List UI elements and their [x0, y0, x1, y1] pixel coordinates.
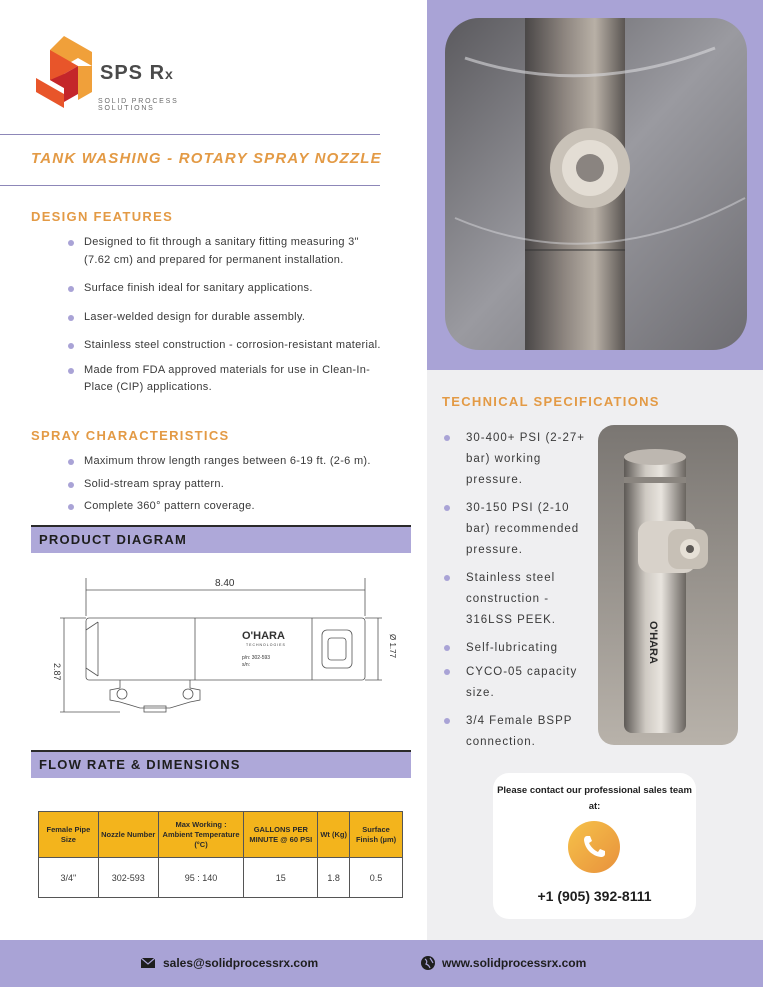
table-cell: 302-593: [98, 858, 158, 898]
list-item: Maximum throw length ranges between 6-19 ft. (2-6 m).: [68, 453, 408, 471]
diagram-logo-sub: TECHNOLOGIES: [246, 643, 286, 647]
globe-icon: [420, 955, 436, 971]
technical-specifications-heading: TECHNICAL SPECIFICATIONS: [442, 394, 660, 409]
brand-tagline: SOLID PROCESS SOLUTIONS: [98, 98, 179, 112]
product-diagram-heading: PRODUCT DIAGRAM: [39, 532, 187, 547]
list-item: 30-400+ PSI (2-27+ bar) working pressure.: [444, 428, 594, 491]
product-photo-tank: [445, 18, 747, 350]
list-item: Made from FDA approved materials for use in Clean-In-Place (CIP) applications.: [68, 362, 388, 397]
list-item: Laser-welded design for durable assembly.: [68, 309, 388, 327]
design-features-heading: DESIGN FEATURES: [31, 209, 174, 224]
dimension-diameter: Ø 1.77: [388, 634, 397, 659]
contact-card: [493, 773, 696, 919]
brand-logo: [36, 36, 236, 116]
phone-icon[interactable]: [568, 821, 620, 873]
diagram-pn: p/n: 302-593: [242, 655, 271, 661]
product-diagram-band: [31, 525, 411, 553]
diagram-sn: s/n:: [242, 662, 251, 668]
footer-website[interactable]: www.solidprocessrx.com: [442, 956, 587, 970]
list-item: Surface finish ideal for sanitary applications.: [68, 280, 388, 298]
design-features-list: [68, 234, 388, 397]
product-photo-nozzle: [598, 425, 738, 745]
table-cell: 3/4": [39, 858, 99, 898]
dimension-length: 8.40: [215, 578, 235, 589]
table-header: Wt (Kg): [318, 812, 350, 858]
list-item: Solid-stream spray pattern.: [68, 476, 408, 494]
list-item: Designed to fit through a sanitary fitting measuring 3" (7.62 cm) and prepared for permanent installation.: [68, 234, 388, 269]
photo-brand-label: O'HARA: [647, 621, 659, 664]
spray-characteristics-heading: SPRAY CHARACTERISTICS: [31, 428, 230, 443]
list-item: Stainless steel construction - 316LSS PEEK.: [444, 568, 594, 631]
spray-characteristics-list: [68, 453, 408, 516]
table-cell: 1.8: [318, 858, 350, 898]
table-cell: 0.5: [350, 858, 403, 898]
contact-text: Please contact our professional sales team at:: [497, 785, 692, 812]
table-header: Max Working : Ambient Temperature (°C): [158, 812, 244, 858]
envelope-icon: [140, 955, 156, 971]
sps-logo-mark: [36, 36, 92, 108]
table-header-row: [39, 812, 403, 858]
flow-rate-heading: FLOW RATE & DIMENSIONS: [39, 757, 241, 772]
product-diagram: [50, 568, 410, 723]
phone-number[interactable]: +1 (905) 392-8111: [537, 888, 652, 904]
list-item: Complete 360° pattern coverage.: [68, 498, 408, 516]
page-title: TANK WASHING - ROTARY SPRAY NOZZLE: [31, 150, 382, 167]
technical-specifications-list: [444, 428, 594, 760]
list-item: 3/4 Female BSPP connection.: [444, 711, 594, 753]
footer-email[interactable]: sales@solidprocessrx.com: [163, 956, 319, 970]
list-item: 30-150 PSI (2-10 bar) recommended pressure.: [444, 498, 594, 561]
table-header: Nozzle Number: [98, 812, 158, 858]
divider-bottom: [0, 185, 380, 186]
table-cell: 95 : 140: [158, 858, 244, 898]
diagram-logo: O'HARA: [242, 630, 285, 642]
list-item: Stainless steel construction - corrosion-resistant material.: [68, 337, 388, 355]
list-item: Self-lubricating: [444, 638, 594, 659]
table-header: Female Pipe Size: [39, 812, 99, 858]
table-header: GALLONS PER MINUTE @ 60 PSI: [244, 812, 318, 858]
flow-rate-table: [38, 811, 403, 898]
flow-rate-band: [31, 750, 411, 778]
table-cell: 15: [244, 858, 318, 898]
table-row: [39, 858, 403, 898]
footer: [0, 940, 763, 987]
divider-top: [0, 134, 380, 135]
dimension-height: 2.87: [52, 663, 62, 681]
list-item: CYCO-05 capacity size.: [444, 662, 594, 704]
brand-name: SPS Rx: [100, 62, 174, 84]
table-header: Surface Finish (µm): [350, 812, 403, 858]
